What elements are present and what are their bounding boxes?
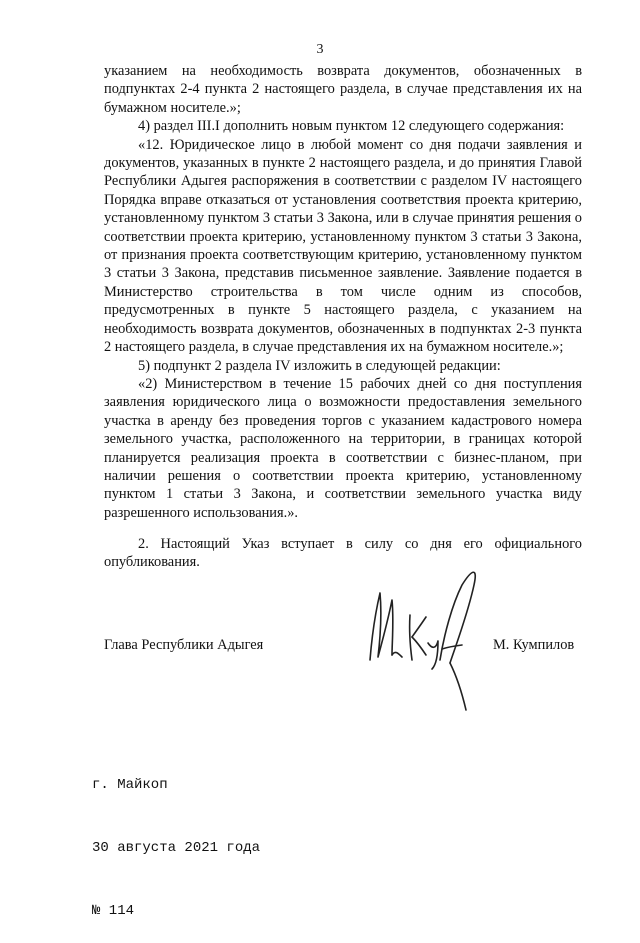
- footer-city: г. Майкоп: [92, 777, 168, 793]
- final-clause-text: 2. Настоящий Указ вступает в силу со дня его официального опубликования.: [104, 536, 582, 571]
- paragraph-2: 4) раздел III.I дополнить новым пунктом 12 следующего содержания:: [138, 118, 565, 135]
- paragraph-4: 5) подпункт 2 раздела IV изложить в следующей редакции:: [138, 357, 501, 374]
- page-number: 3: [316, 42, 324, 57]
- signer-name: М. Кумпилов: [493, 637, 575, 653]
- decree-footer: [92, 733, 260, 943]
- footer-date: 30 августа 2021 года: [92, 840, 261, 856]
- signer-title: Глава Республики Адыгея: [104, 637, 264, 653]
- paragraph-1: указанием на необходимость возврата документов, обозначенных в подпунктах 2-4 пункта 2 настоящего раздела, в случае представления их на бумажном носителе.»;: [104, 63, 582, 116]
- paragraph-3: «12. Юридическое лицо в любой момент со дня подачи заявления и документов, указанных в пункте 2 настоящего раздела, и до принятия Главой Республики Адыгея распоряжения в соответствии с разделом IV настоящего Порядка вправе отказаться от установления соответствия проекта критерию, установленному пунктом 3 статьи 3 Закона, или в случае принятия решения о соответствии проекта критерию, установленному пунктом 3 статьи 3 Закона, от признания проекта соответствующим критерию, установленному пунктом 3 статьи 3 Закона, представив письменное заявление. Заявление подается в Министерство строительства в том числе одним из способов, предусмотренных в пункте 5 настоящего раздела, с указанием на необходимость возврата документов, обозначенных в подпунктах 2-3 пункта 2 настоящего раздела, в случае представления их на бумажном носителе.»;: [104, 136, 582, 356]
- decree-body: [104, 62, 582, 522]
- final-clause: [104, 535, 582, 572]
- footer-number: № 114: [92, 903, 135, 919]
- handwritten-signature: [362, 565, 487, 715]
- paragraph-5: «2) Министерством в течение 15 рабочих дней со дня поступления заявления юридического лица о возможности предоставления земельного участка в аренду без проведения торгов с указанием кадастрового номера земельного участка, расположенного на территории, в границах которой планируется реализация проекта в соответствии с бизнес-планом, при наличии решения о соответствии проекта критерию, установленному пунктом 1 статьи 3 Закона, и соответствии земельного участка виду разрешенного использования.».: [104, 375, 582, 521]
